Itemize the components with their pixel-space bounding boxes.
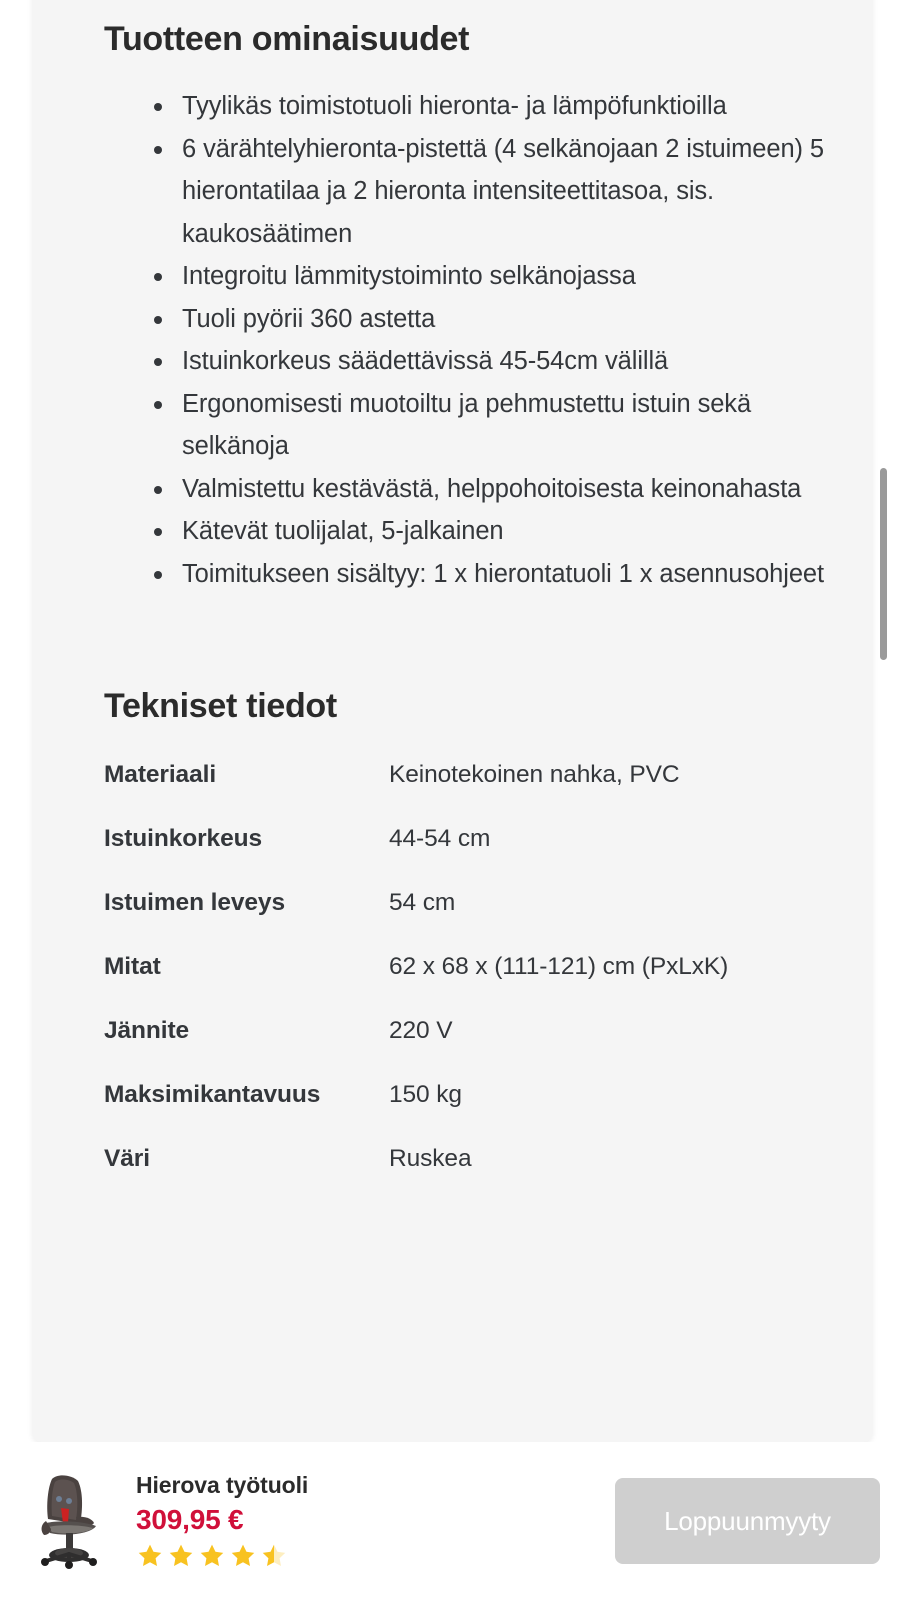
features-list [104, 85, 843, 595]
table-row [104, 954, 843, 1018]
spec-label: Materiaali [104, 761, 217, 788]
star-full-icon [198, 1542, 226, 1570]
star-full-icon [167, 1542, 195, 1570]
spec-label: Jännite [104, 1016, 190, 1044]
spec-value: 220 V [389, 1016, 453, 1044]
table-row [104, 826, 843, 890]
spec-value: 54 cm [389, 888, 456, 916]
feature-item: Ergonomisesti muotoiltu ja pehmustettu istuin sekä selkänoja [150, 383, 843, 468]
feature-item: 6 värähtelyhieronta-pistettä (4 selkänojaan 2 istuimeen) 5 hierontatilaa ja 2 hieronta intensiteettitasoa, sis. kaukosäätimen [150, 128, 843, 256]
spec-value: 62 x 68 x (111-121) cm (PxLxK) [389, 952, 729, 980]
scrollbar-thumb[interactable] [880, 468, 887, 660]
product-price: 309,95 € [136, 1504, 244, 1536]
office-chair-icon [28, 1471, 114, 1571]
features-heading: Tuotteen ominaisuudet [104, 20, 470, 58]
specifications-table [104, 762, 843, 1210]
spec-value: 150 kg [389, 1080, 462, 1108]
out-of-stock-button[interactable]: Loppuunmyyty [615, 1478, 880, 1564]
specifications-heading: Tekniset tiedot [104, 687, 337, 725]
feature-item: Tuoli pyörii 360 astetta [150, 298, 843, 341]
table-row [104, 762, 843, 826]
spec-value: Keinotekoinen nahka, PVC [389, 761, 680, 788]
specifications-section [104, 595, 843, 1210]
feature-item: Toimitukseen sisältyy: 1 x hierontatuoli 1 x asennusohjeet [150, 553, 843, 596]
spec-label: Istuinkorkeus [104, 824, 262, 852]
star-half-icon [260, 1542, 288, 1570]
table-row [104, 1146, 843, 1210]
spec-value: Ruskea [389, 1144, 472, 1172]
features-section [104, 0, 843, 595]
feature-item: Kätevät tuolijalat, 5-jalkainen [150, 510, 843, 553]
table-row [104, 1082, 843, 1146]
card-content [32, 0, 873, 1210]
feature-item: Tyylikäs toimistotuoli hieronta- ja lämpöfunktioilla [150, 85, 843, 128]
spec-label: Mitat [104, 952, 161, 980]
feature-item: Integroitu lämmitystoiminto selkänojassa [150, 255, 843, 298]
spec-value: 44-54 cm [389, 824, 491, 852]
product-thumbnail[interactable] [28, 1471, 114, 1571]
star-full-icon [136, 1542, 164, 1570]
product-summary [136, 1472, 597, 1570]
product-details-card [32, 0, 873, 1442]
product-title: Hierova työtuoli [136, 1471, 309, 1498]
table-row [104, 890, 843, 954]
vertical-scrollbar[interactable] [880, 440, 887, 680]
spec-label: Istuimen leveys [104, 888, 285, 916]
rating-stars [136, 1542, 597, 1570]
spec-label: Maksimikantavuus [104, 1080, 321, 1108]
star-full-icon [229, 1542, 257, 1570]
table-row [104, 1018, 843, 1082]
sticky-purchase-bar [0, 1442, 910, 1600]
feature-item: Istuinkorkeus säädettävissä 45-54cm välillä [150, 340, 843, 383]
feature-item: Valmistettu kestävästä, helppohoitoisesta keinonahasta [150, 468, 843, 511]
spec-label: Väri [104, 1144, 150, 1172]
